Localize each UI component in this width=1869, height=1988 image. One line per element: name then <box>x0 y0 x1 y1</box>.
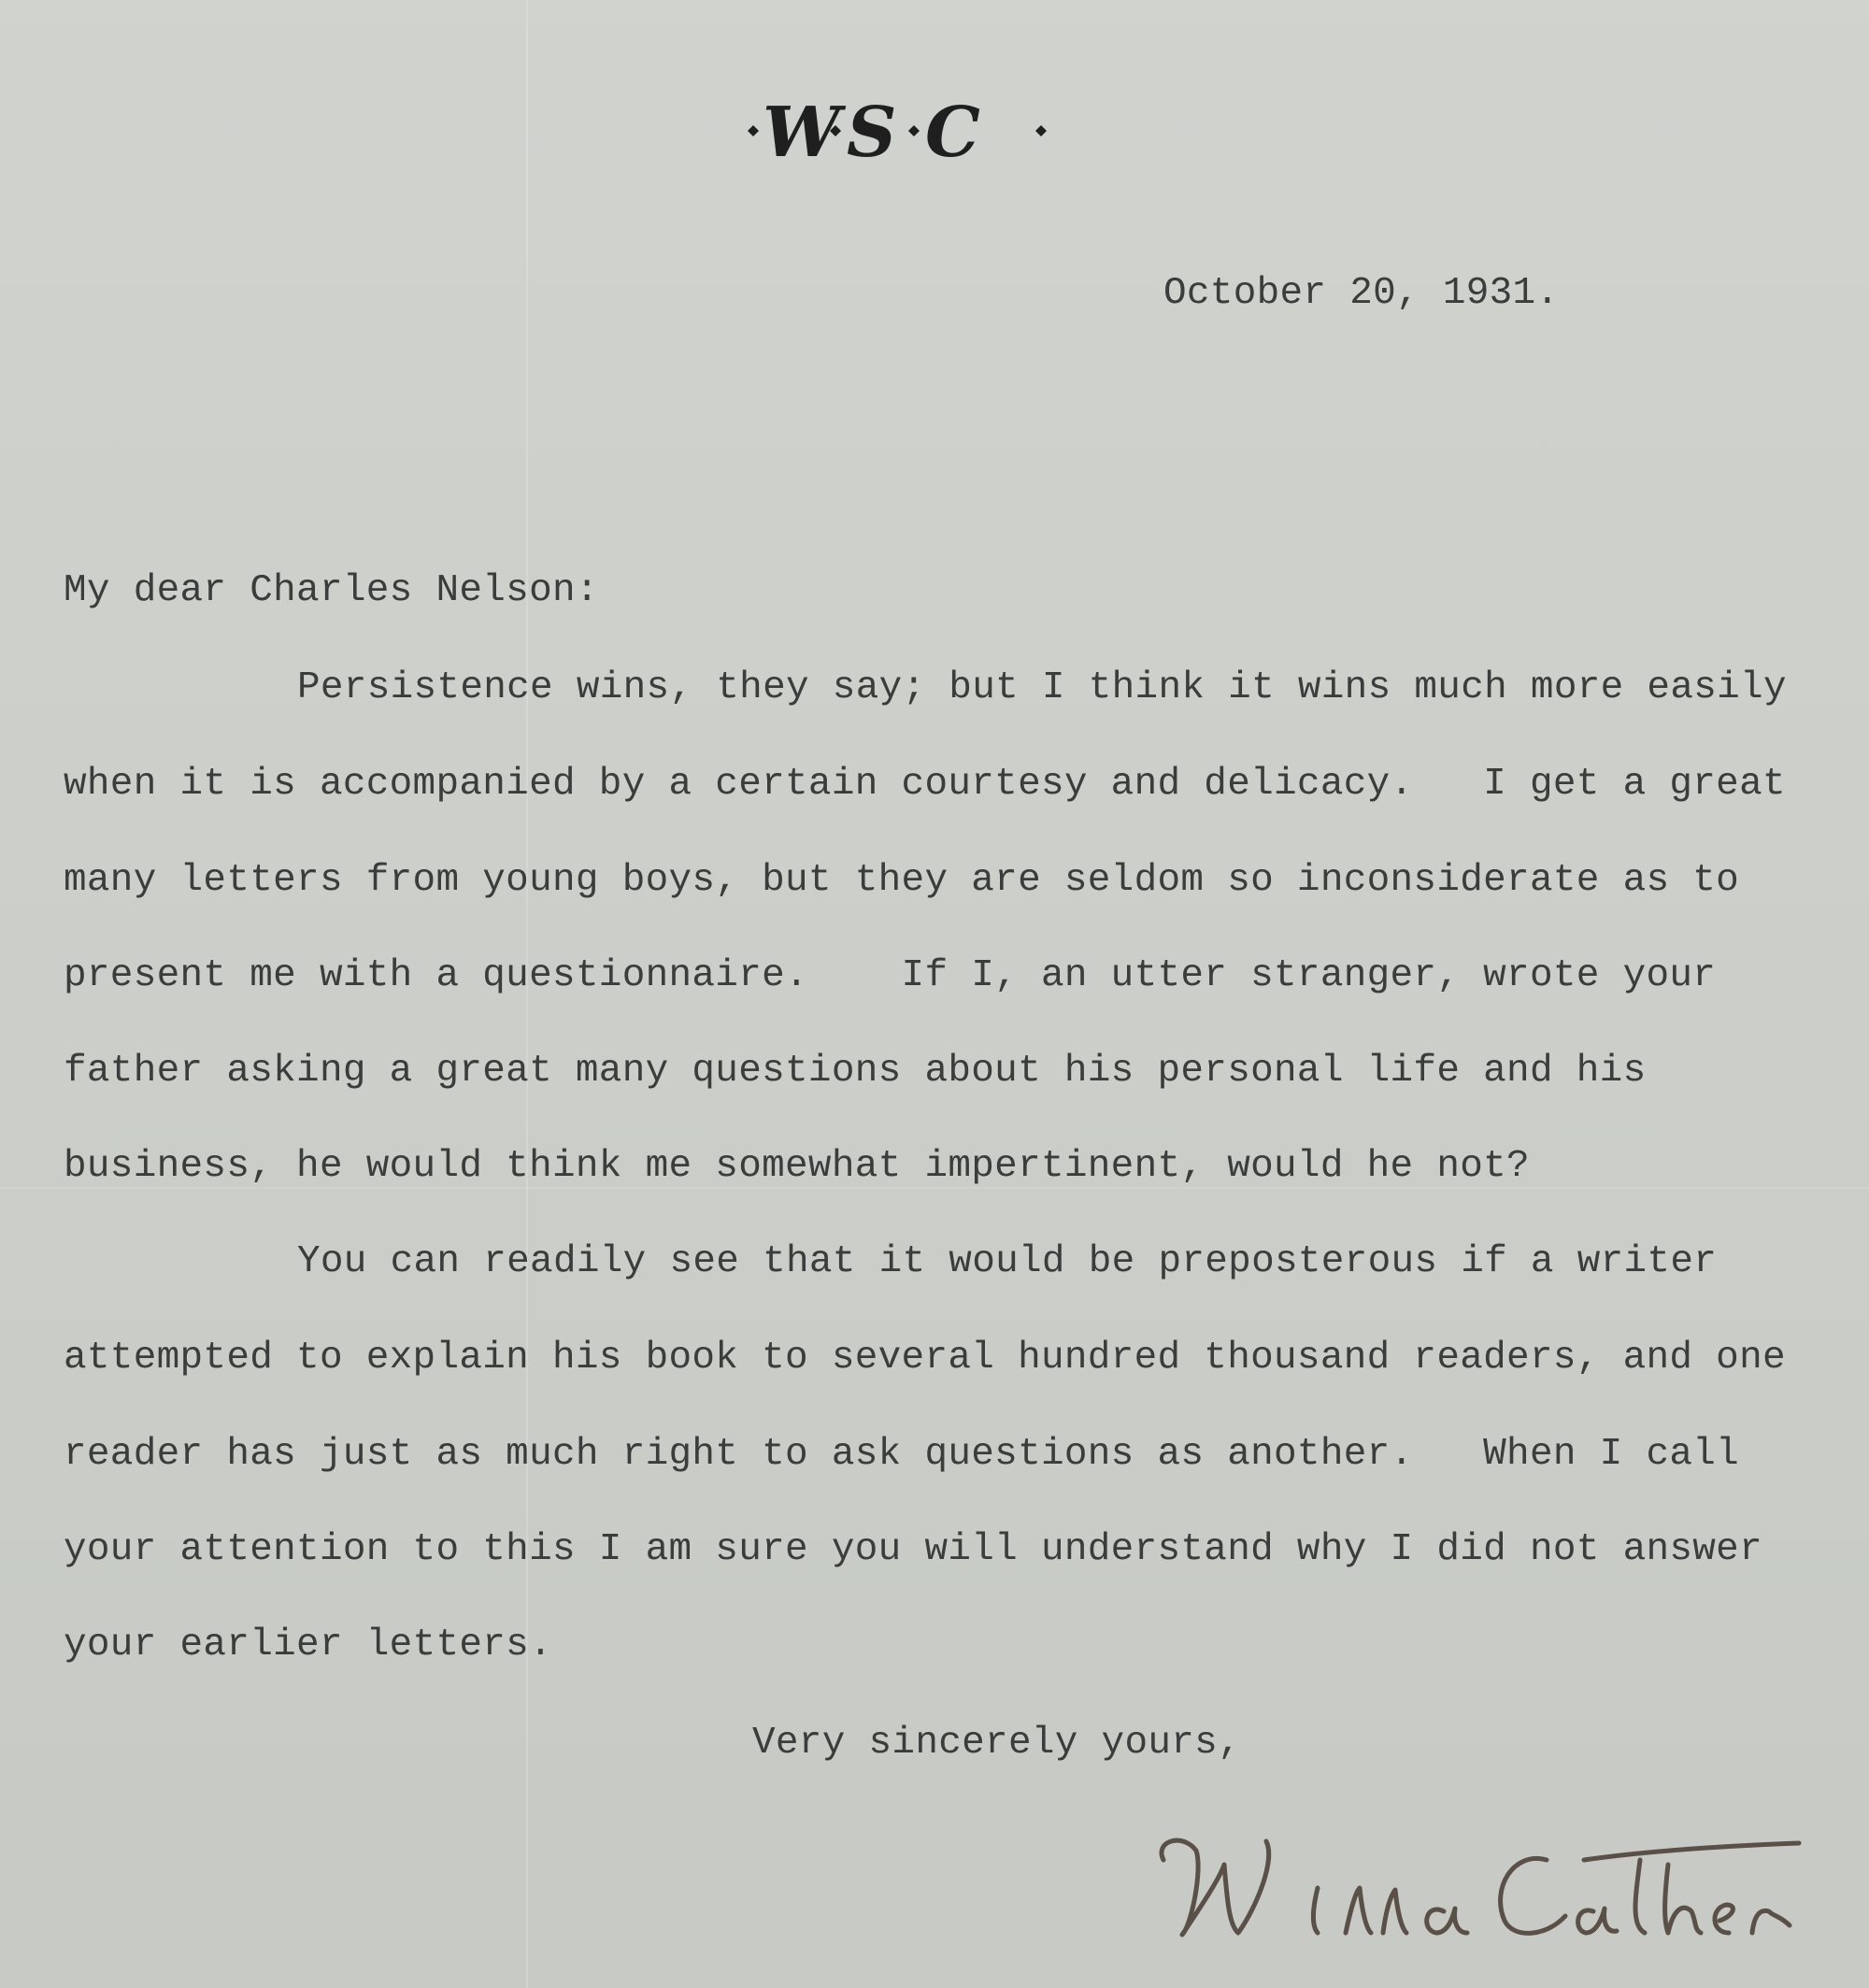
svg-text:W: W <box>763 93 841 173</box>
body-line: attempted to explain his book to several hundred thousand readers, and one <box>64 1337 1786 1380</box>
letter-salutation: My dear Charles Nelson: <box>64 569 599 612</box>
body-line: present me with a questionnaire. If I, an utter stranger, wrote your <box>64 954 1717 997</box>
body-line: many letters from young boys, but they are seldom so inconsiderate as to <box>64 859 1740 902</box>
body-line: when it is accompanied by a certain courtesy and delicacy. I get a great <box>64 763 1786 806</box>
body-line: reader has just as much right to ask questions as another. When I call <box>64 1433 1740 1476</box>
letter-closing: Very sincerely yours, <box>752 1722 1241 1765</box>
wsc-monogram-logo <box>738 89 1056 182</box>
body-line: your attention to this I am sure you will understand why I did not answer <box>64 1528 1762 1571</box>
handwritten-signature <box>1145 1823 1818 1972</box>
svg-text:C: C <box>925 93 980 173</box>
letter-date: October 20, 1931. <box>1163 272 1560 315</box>
body-line: Persistence wins, they say; but I think it wins much more easily <box>297 666 1787 709</box>
body-line: your earlier letters. <box>64 1623 552 1666</box>
body-line: You can readily see that it would be preposterous if a writer <box>297 1240 1718 1283</box>
body-line: father asking a great many questions about his personal life and his <box>64 1050 1647 1093</box>
body-line: business, he would think me somewhat impertinent, would he not? <box>64 1145 1530 1188</box>
svg-text:S: S <box>847 93 897 173</box>
